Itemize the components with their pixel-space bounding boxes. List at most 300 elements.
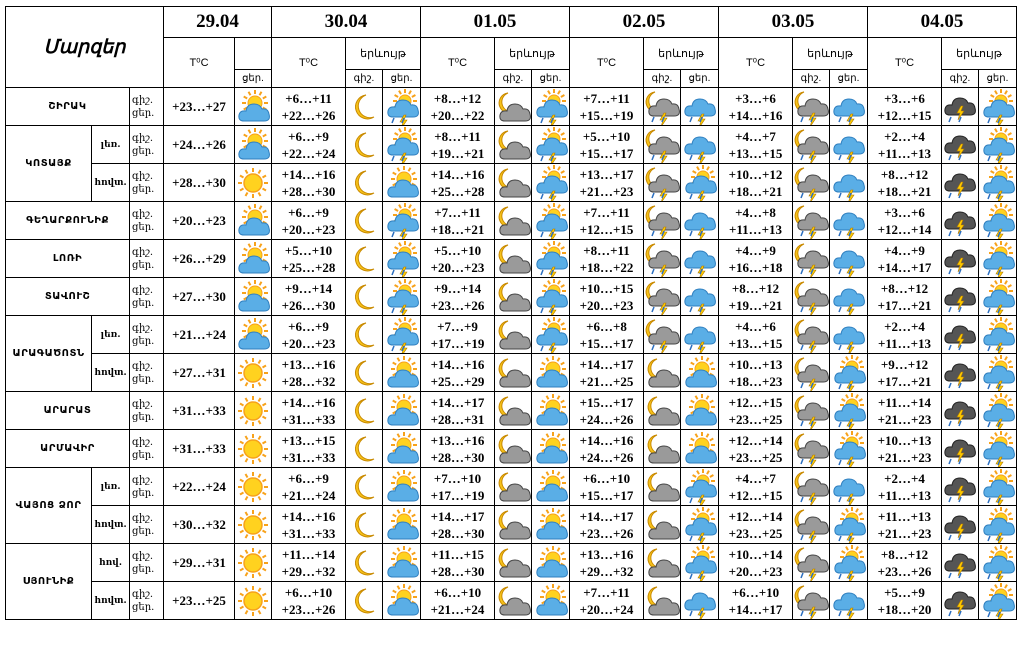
night-temperature: +13…+15 bbox=[281, 432, 336, 448]
day-temperature: +23…+26 bbox=[877, 563, 932, 579]
region-row bbox=[6, 582, 1017, 620]
dark-storm-icon bbox=[942, 96, 978, 115]
time-of-day-cell bbox=[130, 240, 164, 278]
night-temperature: +7…+11 bbox=[583, 204, 630, 220]
sun-cloud-icon bbox=[384, 514, 420, 533]
night-label: գիշ. bbox=[132, 360, 154, 372]
sun-cloud-storm-icon bbox=[384, 324, 420, 343]
night-temperature: +6…+9 bbox=[288, 204, 329, 220]
weather-icon-cell bbox=[346, 544, 383, 582]
night-temperature: +12…+14 bbox=[728, 432, 783, 448]
night-temperature: +6…+11 bbox=[285, 90, 332, 106]
weather-icon-cell bbox=[235, 316, 272, 354]
weather-icon-cell bbox=[644, 544, 681, 582]
day-temperature: +23…+25 bbox=[164, 582, 235, 620]
sun-cloud-icon bbox=[235, 248, 271, 267]
day-temperature: +20…+23 bbox=[430, 259, 485, 275]
cloud-storm-blue-icon bbox=[831, 210, 867, 229]
weather-icon-cell bbox=[942, 506, 979, 544]
moon-cloud-icon bbox=[495, 514, 531, 533]
night-temperature: +6…+9 bbox=[288, 318, 329, 334]
sun-cloud-icon bbox=[384, 438, 420, 457]
weather-icon-cell bbox=[346, 126, 383, 164]
temperature-cell bbox=[570, 582, 644, 620]
temperature-cell bbox=[570, 126, 644, 164]
temperature-cell bbox=[868, 126, 942, 164]
sun-cloud-storm-icon bbox=[980, 96, 1016, 115]
sun-cloud-storm-icon bbox=[384, 248, 420, 267]
region-name: ՍՅՈՒՆԻՔ bbox=[6, 544, 92, 620]
temp-header: T⁰C bbox=[570, 38, 644, 88]
day-label: ցեր. bbox=[132, 449, 155, 461]
moon-icon bbox=[346, 400, 382, 419]
weather-icon-cell bbox=[979, 126, 1017, 164]
sun-cloud-storm-icon bbox=[980, 552, 1016, 571]
weather-icon-cell bbox=[495, 354, 532, 392]
weather-icon-cell bbox=[942, 202, 979, 240]
date-header: 01.05 bbox=[421, 7, 570, 38]
sun-icon bbox=[235, 172, 271, 191]
weather-icon-cell bbox=[830, 202, 868, 240]
moon-icon bbox=[346, 438, 382, 457]
day-label: ցեր. bbox=[132, 373, 155, 385]
sun-cloud-storm-icon bbox=[533, 172, 569, 191]
weather-icon-cell bbox=[383, 202, 421, 240]
weather-icon-cell bbox=[235, 126, 272, 164]
day-temperature: +12…+14 bbox=[877, 221, 932, 237]
region-row bbox=[6, 354, 1017, 392]
night-label: գիշ. bbox=[132, 246, 154, 258]
sun-cloud-storm-icon bbox=[980, 134, 1016, 153]
temperature-cell bbox=[421, 126, 495, 164]
temperature-cell bbox=[868, 468, 942, 506]
day-temperature: +19…+21 bbox=[430, 145, 485, 161]
weather-icon-cell bbox=[681, 316, 719, 354]
weather-icon-cell bbox=[644, 278, 681, 316]
weather-icon-cell bbox=[793, 392, 830, 430]
weather-icon-cell bbox=[383, 468, 421, 506]
weather-icon-cell bbox=[532, 202, 570, 240]
region-row bbox=[6, 316, 1017, 354]
night-temperature: +9…+14 bbox=[284, 280, 333, 296]
time-of-day-cell bbox=[130, 392, 164, 430]
night-temperature: +14…+16 bbox=[281, 508, 336, 524]
time-of-day-cell bbox=[130, 354, 164, 392]
night-temperature: +14…+16 bbox=[430, 356, 485, 372]
weather-icon-cell bbox=[644, 468, 681, 506]
region-name: ԼՈՌԻ bbox=[6, 240, 130, 278]
day-temperature: +31…+33 bbox=[281, 411, 336, 427]
day-temperature: +27…+31 bbox=[164, 354, 235, 392]
weather-icon-cell bbox=[830, 392, 868, 430]
forecast-table bbox=[5, 6, 1017, 620]
region-row bbox=[6, 164, 1017, 202]
weather-icon-cell bbox=[681, 392, 719, 430]
weather-icon-cell bbox=[644, 202, 681, 240]
weather-icon-cell bbox=[793, 240, 830, 278]
moon-cloud-icon bbox=[644, 590, 680, 609]
dark-storm-icon bbox=[942, 552, 978, 571]
moon-storm-icon bbox=[793, 362, 829, 381]
night-header: գիշ. bbox=[495, 70, 532, 88]
night-temperature: +6…+9 bbox=[288, 470, 329, 486]
cloud-storm-blue-icon bbox=[831, 172, 867, 191]
weather-icon-cell bbox=[681, 202, 719, 240]
weather-icon-cell bbox=[830, 506, 868, 544]
weather-icon-cell bbox=[532, 126, 570, 164]
temperature-cell bbox=[421, 316, 495, 354]
weather-icon-cell bbox=[495, 126, 532, 164]
night-temperature: +15…+17 bbox=[579, 394, 634, 410]
weather-icon-cell bbox=[644, 392, 681, 430]
temperature-cell bbox=[570, 506, 644, 544]
moon-cloud-icon bbox=[495, 476, 531, 495]
temp-header: T⁰C bbox=[421, 38, 495, 88]
temperature-cell bbox=[272, 544, 346, 582]
weather-icon-cell bbox=[681, 278, 719, 316]
date-header: 03.05 bbox=[719, 7, 868, 38]
night-temperature: +14…+17 bbox=[579, 508, 634, 524]
weather-icon-cell bbox=[532, 164, 570, 202]
moon-cloud-icon bbox=[495, 248, 531, 267]
temperature-cell bbox=[719, 202, 793, 240]
night-temperature: +4…+9 bbox=[735, 242, 776, 258]
temperature-cell bbox=[272, 430, 346, 468]
region-name: ԿՈՏԱՅՔ bbox=[6, 126, 92, 202]
night-temperature: +8…+11 bbox=[583, 242, 630, 258]
day-temperature: +23…+25 bbox=[728, 525, 783, 541]
temperature-cell bbox=[421, 430, 495, 468]
weather-icon-cell bbox=[346, 468, 383, 506]
moon-storm-icon bbox=[644, 324, 680, 343]
night-temperature: +14…+16 bbox=[281, 166, 336, 182]
cloud-storm-blue-icon bbox=[831, 476, 867, 495]
night-temperature: +11…+14 bbox=[281, 546, 336, 562]
moon-storm-icon bbox=[793, 552, 829, 571]
sun-cloud-storm-icon bbox=[980, 248, 1016, 267]
night-label: գիշ. bbox=[132, 588, 154, 600]
region-row bbox=[6, 544, 1017, 582]
temperature-cell bbox=[719, 278, 793, 316]
weather-icon-cell bbox=[793, 126, 830, 164]
weather-icon-cell bbox=[495, 88, 532, 126]
weather-icon-cell bbox=[793, 316, 830, 354]
sun-cloud-storm-icon bbox=[384, 96, 420, 115]
day-temperature: +22…+26 bbox=[281, 107, 336, 123]
night-temperature: +14…+17 bbox=[579, 356, 634, 372]
temperature-cell bbox=[421, 354, 495, 392]
night-label: գիշ. bbox=[132, 322, 154, 334]
region-row bbox=[6, 430, 1017, 468]
night-temperature: +6…+10 bbox=[582, 470, 631, 486]
moon-cloud-icon bbox=[495, 96, 531, 115]
weather-icon-cell bbox=[942, 468, 979, 506]
moon-cloud-icon bbox=[495, 172, 531, 191]
night-temperature: +3…+6 bbox=[884, 90, 925, 106]
time-of-day-cell bbox=[130, 582, 164, 620]
weather-icon-cell bbox=[495, 392, 532, 430]
day-temperature: +28…+30 bbox=[430, 563, 485, 579]
weather-icon-cell bbox=[942, 164, 979, 202]
weather-icon-cell bbox=[793, 582, 830, 620]
temperature-cell bbox=[570, 240, 644, 278]
moon-storm-icon bbox=[793, 172, 829, 191]
weather-icon-cell bbox=[942, 88, 979, 126]
weather-icon-cell bbox=[346, 354, 383, 392]
dark-storm-icon bbox=[942, 172, 978, 191]
weather-icon-cell bbox=[644, 88, 681, 126]
night-temperature: +14…+16 bbox=[579, 432, 634, 448]
weather-icon-cell bbox=[644, 354, 681, 392]
weather-icon-cell bbox=[644, 430, 681, 468]
moon-icon bbox=[346, 476, 382, 495]
temperature-cell bbox=[868, 392, 942, 430]
temperature-cell bbox=[272, 202, 346, 240]
weather-icon-cell bbox=[644, 164, 681, 202]
phenomenon-header: երևույթ bbox=[793, 38, 868, 70]
temperature-cell bbox=[272, 392, 346, 430]
day-label: ցեր. bbox=[132, 221, 155, 233]
night-label: գիշ. bbox=[132, 436, 154, 448]
temperature-cell bbox=[421, 582, 495, 620]
night-temperature: +6…+10 bbox=[433, 584, 482, 600]
region-row bbox=[6, 202, 1017, 240]
day-temperature: +31…+33 bbox=[281, 449, 336, 465]
weather-icon-cell bbox=[644, 240, 681, 278]
night-label: գիշ. bbox=[132, 474, 154, 486]
temperature-cell bbox=[868, 202, 942, 240]
zone-label: հովտ. bbox=[92, 506, 130, 544]
day-temperature: +25…+28 bbox=[430, 183, 485, 199]
day-temperature: +17…+21 bbox=[877, 373, 932, 389]
night-temperature: +10…+13 bbox=[728, 356, 783, 372]
dark-storm-icon bbox=[942, 514, 978, 533]
night-temperature: +3…+6 bbox=[884, 204, 925, 220]
day-temperature: +23…+26 bbox=[579, 525, 634, 541]
moon-icon bbox=[346, 286, 382, 305]
day-temperature: +21…+23 bbox=[579, 183, 634, 199]
sun-cloud-storm-icon bbox=[831, 362, 867, 381]
temperature-cell bbox=[570, 544, 644, 582]
night-label: գիշ. bbox=[132, 170, 154, 182]
day-temperature: +21…+23 bbox=[877, 525, 932, 541]
dark-storm-icon bbox=[942, 590, 978, 609]
cloud-storm-blue-icon bbox=[831, 96, 867, 115]
night-label: գիշ. bbox=[132, 208, 154, 220]
sun-cloud-storm-icon bbox=[980, 210, 1016, 229]
night-temperature: +2…+4 bbox=[884, 128, 925, 144]
weather-icon-cell bbox=[495, 240, 532, 278]
zone-label: լեռ. bbox=[92, 316, 130, 354]
night-temperature: +5…+10 bbox=[582, 128, 631, 144]
night-label: գիշ. bbox=[132, 398, 154, 410]
night-temperature: +12…+15 bbox=[728, 394, 783, 410]
zone-label: հովտ. bbox=[92, 354, 130, 392]
moon-storm-icon bbox=[793, 210, 829, 229]
time-of-day-cell bbox=[130, 506, 164, 544]
sun-cloud-storm-icon bbox=[831, 400, 867, 419]
temperature-cell bbox=[272, 164, 346, 202]
moon-cloud-icon bbox=[644, 552, 680, 571]
region-name: ՎԱՅՈՑ ՁՈՐ bbox=[6, 468, 92, 544]
day-temperature: +20…+23 bbox=[164, 202, 235, 240]
day-temperature: +11…+13 bbox=[877, 145, 932, 161]
sun-cloud-storm-icon bbox=[831, 514, 867, 533]
day-temperature: +20…+22 bbox=[430, 107, 485, 123]
weather-icon-cell bbox=[495, 278, 532, 316]
temperature-cell bbox=[421, 468, 495, 506]
night-temperature: +13…+16 bbox=[430, 432, 485, 448]
day-temperature: +17…+21 bbox=[877, 297, 932, 313]
cloud-storm-blue-icon bbox=[682, 248, 718, 267]
sun-icon bbox=[235, 552, 271, 571]
weather-icon-cell bbox=[495, 430, 532, 468]
temperature-cell bbox=[570, 354, 644, 392]
temp-header: T⁰C bbox=[868, 38, 942, 88]
temperature-cell bbox=[421, 164, 495, 202]
sun-cloud-storm-icon bbox=[533, 210, 569, 229]
weather-icon-cell bbox=[532, 278, 570, 316]
sun-cloud-icon bbox=[533, 476, 569, 495]
moon-icon bbox=[346, 362, 382, 381]
weather-icon-cell bbox=[830, 316, 868, 354]
weather-icon-cell bbox=[979, 316, 1017, 354]
date-header: 30.04 bbox=[272, 7, 421, 38]
moon-cloud-icon bbox=[495, 438, 531, 457]
weather-icon-cell bbox=[532, 468, 570, 506]
sun-cloud-icon bbox=[384, 172, 420, 191]
weather-icon-cell bbox=[235, 164, 272, 202]
temperature-cell bbox=[868, 88, 942, 126]
day-temperature: +21…+25 bbox=[579, 373, 634, 389]
weather-icon-cell bbox=[979, 278, 1017, 316]
moon-icon bbox=[346, 172, 382, 191]
night-temperature: +2…+4 bbox=[884, 470, 925, 486]
day-temperature: +17…+19 bbox=[430, 335, 485, 351]
day-temperature: +18…+21 bbox=[877, 183, 932, 199]
night-temperature: +4…+9 bbox=[884, 242, 925, 258]
temperature-cell bbox=[421, 240, 495, 278]
temperature-cell bbox=[719, 392, 793, 430]
moon-storm-icon bbox=[793, 514, 829, 533]
moon-storm-icon bbox=[793, 590, 829, 609]
day-temperature: +28…+30 bbox=[430, 449, 485, 465]
sun-cloud-icon bbox=[384, 552, 420, 571]
day-temperature: +13…+15 bbox=[728, 145, 783, 161]
moon-icon bbox=[346, 324, 382, 343]
region-name: ԳԵՂԱՐՔՈՒՆԻՔ bbox=[6, 202, 130, 240]
dark-storm-icon bbox=[942, 476, 978, 495]
night-temperature: +7…+11 bbox=[434, 204, 481, 220]
night-temperature: +8…+12 bbox=[880, 546, 929, 562]
weather-icon-cell bbox=[235, 240, 272, 278]
temperature-cell bbox=[868, 316, 942, 354]
sun-cloud-storm-icon bbox=[831, 552, 867, 571]
weather-icon-cell bbox=[346, 202, 383, 240]
weather-icon-cell bbox=[681, 506, 719, 544]
sun-cloud-storm-icon bbox=[831, 438, 867, 457]
weather-icon-cell bbox=[235, 354, 272, 392]
weather-icon-cell bbox=[346, 582, 383, 620]
day-temperature: +12…+15 bbox=[877, 107, 932, 123]
sun-cloud-icon bbox=[533, 514, 569, 533]
night-label: գիշ. bbox=[132, 512, 154, 524]
night-temperature: +6…+10 bbox=[284, 584, 333, 600]
sun-cloud-storm-icon bbox=[980, 514, 1016, 533]
weather-icon-cell bbox=[681, 468, 719, 506]
weather-icon-cell bbox=[979, 354, 1017, 392]
weather-icon-cell bbox=[942, 582, 979, 620]
weather-icon-cell bbox=[830, 468, 868, 506]
moon-cloud-icon bbox=[495, 552, 531, 571]
weather-icon-cell bbox=[942, 316, 979, 354]
sun-cloud-icon bbox=[235, 324, 271, 343]
temperature-cell bbox=[868, 506, 942, 544]
night-header: գիշ. bbox=[942, 70, 979, 88]
weather-icon-cell bbox=[235, 278, 272, 316]
temperature-cell bbox=[719, 544, 793, 582]
weather-icon-cell bbox=[979, 582, 1017, 620]
region-row bbox=[6, 126, 1017, 164]
moon-cloud-icon bbox=[495, 590, 531, 609]
weather-icon-cell bbox=[346, 316, 383, 354]
sun-cloud-icon bbox=[533, 362, 569, 381]
day-label: ցեր. bbox=[132, 487, 155, 499]
weather-icon-cell bbox=[979, 430, 1017, 468]
temperature-cell bbox=[868, 240, 942, 278]
region-row bbox=[6, 240, 1017, 278]
weather-icon-cell bbox=[830, 354, 868, 392]
weather-icon-cell bbox=[383, 392, 421, 430]
weather-icon-cell bbox=[979, 240, 1017, 278]
night-temperature: +2…+4 bbox=[884, 318, 925, 334]
night-temperature: +10…+15 bbox=[579, 280, 634, 296]
night-temperature: +14…+17 bbox=[430, 394, 485, 410]
day-temperature: +20…+23 bbox=[579, 297, 634, 313]
weather-icon-cell bbox=[495, 316, 532, 354]
night-temperature: +6…+10 bbox=[731, 584, 780, 600]
day-temperature: +24…+26 bbox=[579, 411, 634, 427]
day-temperature: +24…+26 bbox=[579, 449, 634, 465]
night-label: գիշ. bbox=[132, 132, 154, 144]
weather-icon-cell bbox=[495, 202, 532, 240]
weather-icon-cell bbox=[942, 278, 979, 316]
zone-label: հովտ. bbox=[92, 582, 130, 620]
night-temperature: +4…+7 bbox=[735, 470, 776, 486]
weather-icon-cell bbox=[681, 354, 719, 392]
weather-icon-cell bbox=[979, 506, 1017, 544]
sun-cloud-icon bbox=[682, 362, 718, 381]
dark-storm-icon bbox=[942, 134, 978, 153]
weather-icon-cell bbox=[979, 164, 1017, 202]
moon-cloud-icon bbox=[644, 476, 680, 495]
weather-icon-cell bbox=[644, 506, 681, 544]
weather-icon-cell bbox=[235, 544, 272, 582]
temperature-cell bbox=[719, 88, 793, 126]
temperature-cell bbox=[570, 202, 644, 240]
day-temperature: +30…+32 bbox=[164, 506, 235, 544]
moon-storm-icon bbox=[793, 248, 829, 267]
temperature-cell bbox=[570, 316, 644, 354]
region-row bbox=[6, 88, 1017, 126]
sun-cloud-icon bbox=[384, 362, 420, 381]
day-temperature: +18…+20 bbox=[877, 601, 932, 617]
weather-icon-cell bbox=[235, 88, 272, 126]
weather-icon-cell bbox=[830, 240, 868, 278]
day-temperature: +28…+30 bbox=[430, 525, 485, 541]
weather-icon-cell bbox=[644, 582, 681, 620]
day-temperature: +28…+31 bbox=[430, 411, 485, 427]
